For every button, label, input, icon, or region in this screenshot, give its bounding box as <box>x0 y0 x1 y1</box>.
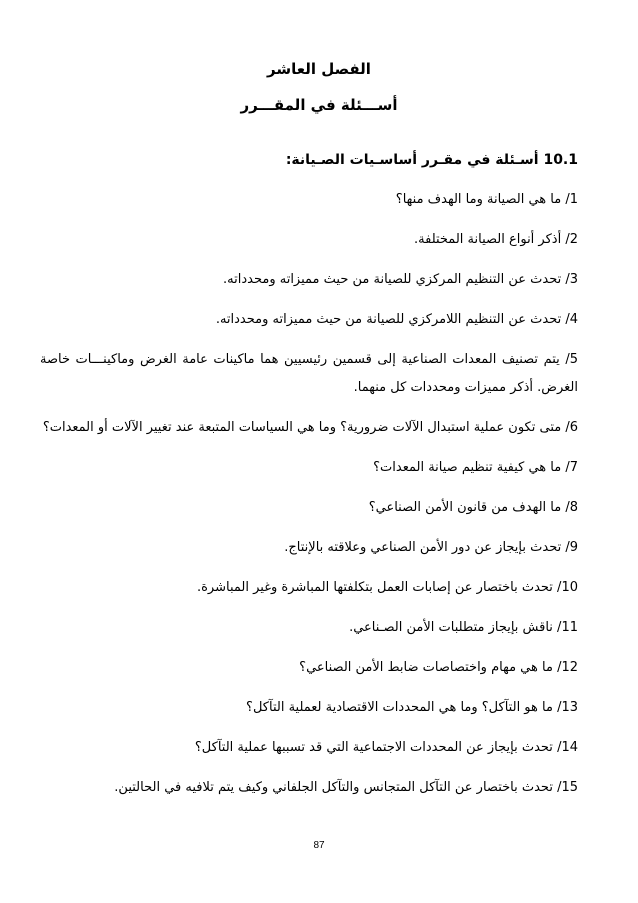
question-item: 12/ ما هي مهام واختصاصات ضابط الأمن الصناعي؟ <box>299 660 578 675</box>
question-item: 1/ ما هي الصيانة وما الهدف منها؟ <box>395 192 578 207</box>
page-number: 87 <box>313 840 325 851</box>
chapter-title: الفصل العاشر <box>267 60 371 78</box>
question-item: 14/ تحدث بإيجاز عن المحددات الاجتماعية التي قد تسببها عملية التآكل؟ <box>194 740 578 755</box>
question-item: 5/ يتم تصنيف المعدات الصناعية إلى قسمين رئيسيين هما ماكينات عامة الغرض وماكينـــات خاصة الغرض. أذكر مميزات ومحددات كل منهما. <box>40 352 578 395</box>
section-heading: 10.1 أسـئلة في مقـرر أساسـيات الصـيانة: <box>285 152 578 168</box>
question-item: 10/ تحدث باختصار عن إصابات العمل بتكلفتها المباشرة وغير المباشرة. <box>196 580 578 595</box>
question-item: 4/ تحدث عن التنظيم اللامركزي للصيانة من حيث مميزاته ومحدداته. <box>215 312 578 327</box>
question-item: 2/ أذكر أنواع الصيانة المختلفة. <box>414 232 578 247</box>
question-item: 6/ متى تكون عملية استبدال الآلات ضرورية؟ وما هي السياسات المتبعة عند تغيير الآلات أو المعدات؟ <box>42 420 578 435</box>
questions-list <box>40 186 578 814</box>
question-item: 15/ تحدث باختصار عن التآكل المتجانس والتآكل الجلفاني وكيف يتم تلافيه في الحالتين. <box>114 780 578 795</box>
question-item: 9/ تحدث بإيجاز عن دور الأمن الصناعي وعلاقته بالإنتاج. <box>284 540 578 555</box>
question-item: 8/ ما الهدف من قانون الأمن الصناعي؟ <box>368 500 578 515</box>
question-item: 13/ ما هو التآكل؟ وما هي المحددات الاقتصادية لعملية التآكل؟ <box>246 700 578 715</box>
chapter-subtitle: أســـئلة في المقـــرر <box>240 96 398 114</box>
question-item: 3/ تحدث عن التنظيم المركزي للصيانة من حيث مميزاته ومحدداته. <box>223 272 578 287</box>
question-item: 7/ ما هي كيفية تنظيم صيانة المعدات؟ <box>373 460 578 475</box>
question-item: 11/ ناقش بإيجاز متطلبات الأمن الصـناعي. <box>349 620 578 635</box>
